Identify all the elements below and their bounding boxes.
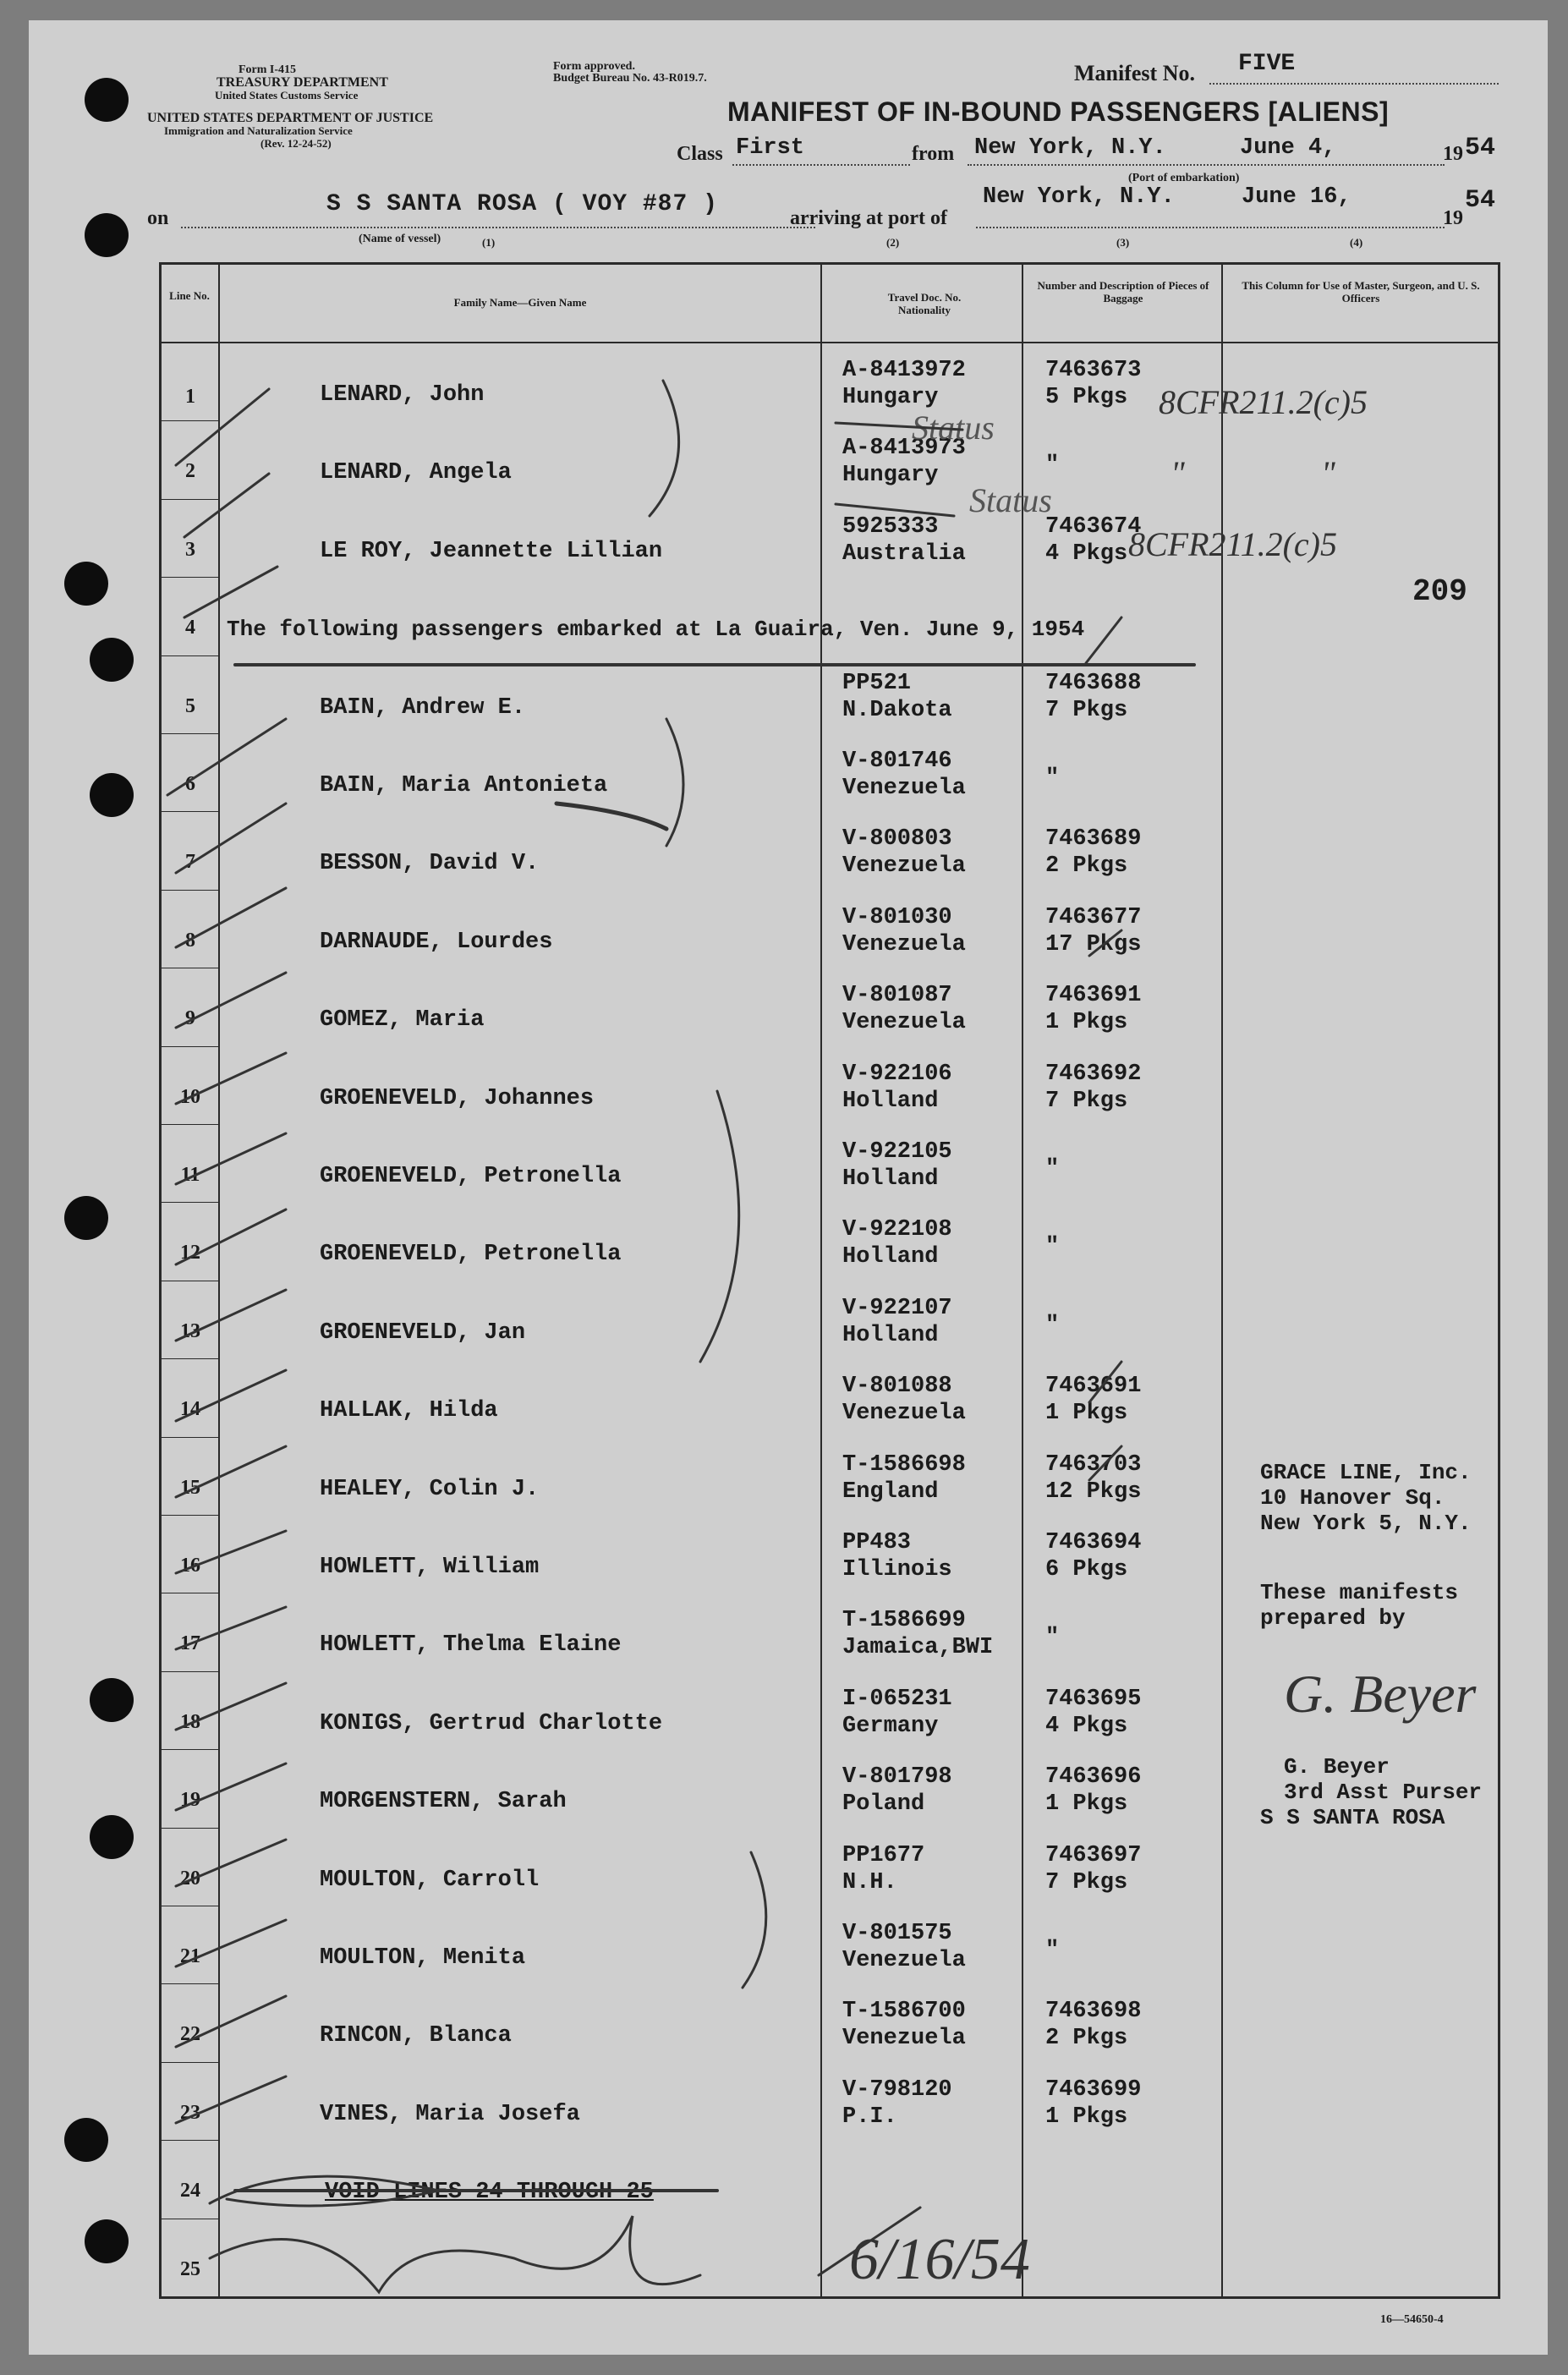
line-number: 10 [180, 1085, 200, 1108]
ditto-note-1: " [1171, 454, 1185, 492]
binder-hole [64, 2118, 108, 2162]
nationality: Venezuela [842, 853, 966, 880]
baggage-ticket: 7463677 [1045, 904, 1142, 930]
line-number: 12 [180, 1242, 200, 1264]
port-embarkation-label: (Port of embarkation) [1128, 172, 1240, 184]
from-year: 54 [1465, 134, 1496, 162]
nationality: Venezuela [842, 1010, 966, 1036]
line-number: 2 [185, 460, 195, 483]
baggage-pieces: 7 Pkgs [1045, 1088, 1128, 1114]
baggage-ticket: 7463698 [1045, 1999, 1142, 2025]
on-label: on [147, 207, 169, 229]
line-number: 11 [180, 1164, 200, 1186]
from-port: New York, N.Y. [974, 135, 1166, 161]
pen-marks [159, 262, 1500, 2299]
status-note-2: Status [969, 481, 1052, 519]
line-number: 4 [185, 617, 195, 639]
baggage-ticket: 7463673 [1045, 358, 1142, 383]
baggage-pieces: 12 Pkgs [1045, 1478, 1142, 1505]
passenger-name: MOULTON, Menita [320, 1945, 526, 1971]
binder-hole [90, 1678, 134, 1722]
travel-doc-no: V-801575 [842, 1921, 952, 1946]
line-number: 22 [180, 2023, 200, 2046]
passenger-name: BAIN, Maria Antonieta [320, 773, 608, 798]
baggage-ticket: 7463695 [1045, 1686, 1142, 1712]
passenger-name: BAIN, Andrew E. [320, 694, 526, 721]
binder-hole [85, 213, 129, 257]
nationality: Poland [842, 1791, 925, 1818]
baggage-ticket: " [1045, 453, 1060, 479]
nationality: Venezuela [842, 1401, 966, 1427]
line-number: 25 [180, 2257, 200, 2280]
baggage-pieces: 4 Pkgs [1045, 540, 1128, 567]
passenger-count: 209 [1412, 574, 1467, 609]
travel-doc-no: T-1586700 [842, 1999, 966, 2025]
signature-date: 6/16/54 [849, 2227, 1030, 2292]
baggage-pieces: 6 Pkgs [1045, 1557, 1128, 1582]
baggage-ticket: " [1045, 1625, 1060, 1651]
travel-doc-no: V-798120 [842, 2076, 952, 2103]
class-label: Class [677, 143, 723, 165]
travel-doc-no: I-065231 [842, 1686, 952, 1712]
purser-signature: G. Beyer [1284, 1664, 1477, 1724]
passenger-name: BESSON, David V. [320, 851, 540, 877]
line-number: 18 [180, 1710, 200, 1733]
vessel-label: (Name of vessel) [359, 233, 441, 245]
status-note-1: Status [912, 409, 995, 447]
line-number: 15 [180, 1476, 200, 1499]
binder-hole [85, 78, 129, 122]
nationality: Venezuela [842, 1948, 966, 1973]
baggage-ticket: " [1045, 1156, 1060, 1182]
passenger-name: GROENEVELD, Petronella [320, 1242, 622, 1268]
binder-hole [90, 773, 134, 817]
col-num-3: (3) [1116, 236, 1130, 249]
passenger-name: HEALEY, Colin J. [320, 1476, 540, 1502]
travel-doc-no: V-800803 [842, 826, 952, 853]
travel-doc-no: 5925333 [842, 513, 939, 540]
nationality: Jamaica,BWI [842, 1635, 994, 1661]
nationality: Hungary [842, 385, 939, 410]
arrival-year: 54 [1465, 186, 1496, 215]
travel-doc-no: V-801798 [842, 1764, 952, 1791]
passenger-name: LENARD, John [320, 382, 485, 408]
vessel-name: S S SANTA ROSA ( VOY #87 ) [326, 191, 718, 217]
line-number: 6 [185, 773, 195, 795]
col-header-name: Family Name—Given Name [453, 296, 587, 309]
travel-doc-no: PP483 [842, 1530, 912, 1555]
regulation-note-3: 8CFR211.2(c)5 [1128, 525, 1337, 563]
passenger-name: HOWLETT, William [320, 1555, 540, 1580]
revision-date: (Rev. 12-24-52) [260, 137, 332, 150]
arrival-year-prefix: 19 [1443, 207, 1463, 229]
travel-doc-no: V-801030 [842, 904, 952, 930]
baggage-pieces: 7 Pkgs [1045, 1869, 1128, 1895]
baggage-ticket: 7463696 [1045, 1764, 1142, 1791]
line-number: 23 [180, 2101, 200, 2124]
binder-hole [64, 562, 108, 606]
arrival-port: New York, N.Y. [983, 184, 1175, 210]
baggage-pieces: 4 Pkgs [1045, 1713, 1128, 1739]
travel-doc-no: V-922106 [842, 1061, 952, 1087]
budget-bureau: Budget Bureau No. 43-R019.7. [553, 72, 707, 85]
passenger-name: RINCON, Blanca [320, 2023, 512, 2049]
line-number: 20 [180, 1867, 200, 1890]
travel-doc-no: V-801087 [842, 983, 952, 1009]
arriving-label: arriving at port of [790, 207, 947, 229]
travel-doc-no: PP1677 [842, 1842, 925, 1868]
passenger-name: GROENEVELD, Jan [320, 1319, 526, 1346]
baggage-ticket: " [1045, 765, 1060, 791]
immigration-service: Immigration and Naturalization Service [164, 124, 353, 137]
nationality: N.Dakota [842, 697, 952, 723]
travel-doc-no: V-801746 [842, 749, 952, 774]
col-num-2: (2) [886, 236, 900, 249]
passenger-name: HOWLETT, Thelma Elaine [320, 1632, 622, 1659]
baggage-pieces: 5 Pkgs [1045, 385, 1128, 410]
passenger-name: GROENEVELD, Petronella [320, 1164, 622, 1189]
baggage-ticket: 7463691 [1045, 1374, 1142, 1400]
binder-hole [64, 1196, 108, 1240]
baggage-ticket: 7463688 [1045, 670, 1142, 696]
passenger-name: HALLAK, Hilda [320, 1398, 498, 1424]
travel-doc-no: V-922105 [842, 1139, 952, 1165]
col-header-officers: This Column for Use of Master, Surgeon, and U. S. Officers [1242, 279, 1480, 304]
arrival-date: June 16, [1242, 184, 1351, 210]
nationality: England [842, 1478, 939, 1505]
travel-doc-no: V-801088 [842, 1374, 952, 1400]
nationality: Holland [842, 1088, 939, 1114]
line-number: 24 [180, 2180, 200, 2202]
prepared-text-2: prepared by [1260, 1605, 1406, 1631]
baggage-pieces: 1 Pkgs [1045, 1791, 1128, 1818]
nationality: Holland [842, 1166, 939, 1192]
travel-doc-no: A-8413972 [842, 358, 966, 383]
company-name: GRACE LINE, Inc. [1260, 1460, 1472, 1485]
line-number: 13 [180, 1319, 200, 1342]
line-number: 1 [185, 386, 195, 408]
dept-justice: UNITED STATES DEPARTMENT OF JUSTICE [147, 111, 434, 125]
binder-hole [85, 2219, 129, 2263]
treasury-dept: TREASURY DEPARTMENT [217, 75, 388, 90]
baggage-ticket: 7463674 [1045, 513, 1142, 540]
line-number: 17 [180, 1632, 200, 1655]
line-number: 7 [185, 851, 195, 874]
col-num-4: (4) [1350, 236, 1363, 249]
nationality: Venezuela [842, 2026, 966, 2052]
baggage-ticket: 7463689 [1045, 826, 1142, 853]
travel-doc-no: V-922107 [842, 1295, 952, 1321]
nationality: Australia [842, 540, 966, 567]
prepared-text-1: These manifests [1260, 1580, 1459, 1605]
nationality: N.H. [842, 1869, 897, 1895]
nationality: Illinois [842, 1557, 952, 1582]
baggage-pieces: 17 Pkgs [1045, 931, 1142, 957]
purser-name: G. Beyer [1284, 1754, 1390, 1780]
baggage-pieces: 2 Pkgs [1045, 853, 1128, 880]
passenger-name: DARNAUDE, Lourdes [320, 929, 553, 955]
nationality: P.I. [842, 2103, 897, 2130]
travel-doc-no: A-8413973 [842, 436, 966, 462]
ditto-note-2: " [1321, 454, 1335, 492]
nationality: Venezuela [842, 931, 966, 957]
line-number: 8 [185, 929, 195, 952]
line-number: 9 [185, 1007, 195, 1030]
baggage-ticket: 7463697 [1045, 1842, 1142, 1868]
travel-doc-no: PP521 [842, 670, 912, 696]
passenger-name: GROENEVELD, Johannes [320, 1085, 595, 1111]
travel-doc-no: T-1586699 [842, 1608, 966, 1634]
manifest-no-label: Manifest No. [1074, 61, 1195, 85]
passenger-name: LENARD, Angela [320, 460, 512, 486]
nationality: Germany [842, 1713, 939, 1739]
baggage-ticket: " [1045, 1938, 1060, 1963]
passenger-name: KONIGS, Gertrud Charlotte [320, 1710, 663, 1736]
nationality: Venezuela [842, 776, 966, 801]
passenger-name: The following passengers embarked at La Guaira, Ven. June 9, 1954 [227, 617, 1085, 643]
manifest-sheet [29, 20, 1548, 2355]
baggage-ticket: 7463703 [1045, 1451, 1142, 1478]
nationality: Hungary [842, 463, 939, 489]
baggage-ticket: " [1045, 1234, 1060, 1260]
line-number: 14 [180, 1398, 200, 1421]
form-code: 16—54650-4 [1380, 2313, 1444, 2326]
col-header-baggage: Number and Description of Pieces of Baggage [1037, 279, 1209, 304]
line-number: 16 [180, 1555, 200, 1577]
from-date: June 4, [1240, 135, 1336, 161]
baggage-ticket: 7463694 [1045, 1530, 1142, 1555]
baggage-pieces: 1 Pkgs [1045, 1401, 1128, 1427]
class-value: First [736, 135, 805, 161]
passenger-name: MOULTON, Carroll [320, 1867, 540, 1893]
from-label: from [912, 143, 955, 165]
binder-hole [90, 638, 134, 682]
passenger-name: VOID LINES 24 THROUGH 25 [325, 2180, 654, 2206]
passenger-name: VINES, Maria Josefa [320, 2101, 580, 2127]
baggage-ticket: 7463691 [1045, 983, 1142, 1009]
purser-title: 3rd Asst Purser [1284, 1780, 1483, 1805]
from-year-prefix: 19 [1443, 143, 1463, 165]
manifest-title: MANIFEST OF IN-BOUND PASSENGERS [ALIENS] [727, 96, 1390, 127]
passenger-name: GOMEZ, Maria [320, 1007, 485, 1034]
passenger-name: LE ROY, Jeannette Lillian [320, 538, 663, 564]
travel-doc-no: V-922108 [842, 1217, 952, 1243]
customs-service: United States Customs Service [215, 89, 359, 101]
baggage-ticket: 7463692 [1045, 1061, 1142, 1087]
col-header-line-no: Line No. [169, 289, 210, 302]
form-approved: Form approved. [553, 60, 635, 73]
company-city: New York 5, N.Y. [1260, 1511, 1472, 1536]
line-number: 19 [180, 1789, 200, 1812]
baggage-pieces: 7 Pkgs [1045, 697, 1128, 723]
baggage-pieces: 1 Pkgs [1045, 2103, 1128, 2130]
baggage-pieces: 1 Pkgs [1045, 1010, 1128, 1036]
company-address: 10 Hanover Sq. [1260, 1485, 1445, 1511]
travel-doc-no: T-1586698 [842, 1451, 966, 1478]
passenger-table [159, 262, 1500, 2299]
col-header-travel-doc: Travel Doc. No. Nationality [887, 291, 962, 316]
purser-vessel: S S SANTA ROSA [1260, 1805, 1445, 1830]
line-number: 21 [180, 1945, 200, 1967]
regulation-note-1: 8CFR211.2(c)5 [1159, 383, 1368, 421]
line-number: 5 [185, 694, 195, 717]
baggage-ticket: " [1045, 1312, 1060, 1338]
passenger-name: MORGENSTERN, Sarah [320, 1789, 567, 1815]
line-number: 3 [185, 538, 195, 561]
nationality: Holland [842, 1322, 939, 1348]
nationality: Holland [842, 1244, 939, 1270]
col-num-1: (1) [482, 236, 496, 249]
binder-hole [90, 1815, 134, 1859]
manifest-no: FIVE [1238, 51, 1296, 77]
form-number: Form I-415 [238, 63, 297, 76]
baggage-ticket: 7463699 [1045, 2076, 1142, 2103]
baggage-pieces: 2 Pkgs [1045, 2026, 1128, 2052]
